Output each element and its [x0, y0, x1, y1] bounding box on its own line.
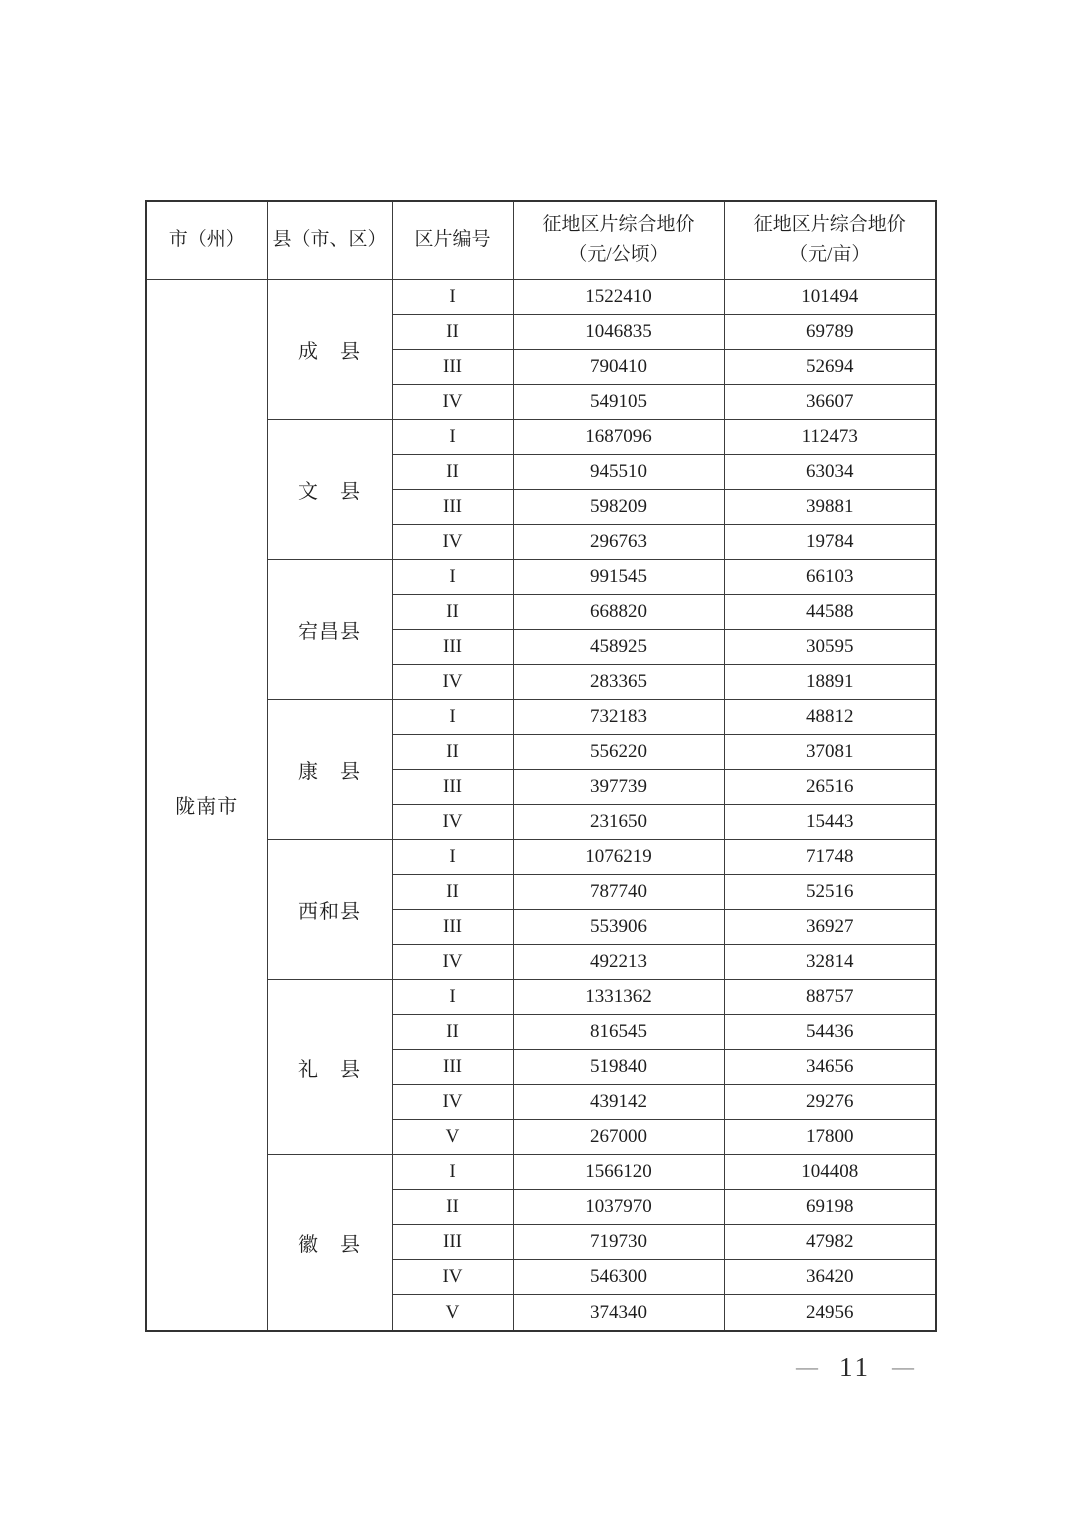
header-price-per-hectare-label: 征地区片综合地价 — [542, 213, 695, 235]
zone-cell: IV — [392, 384, 513, 419]
price-per-hectare-cell: 1331362 — [513, 980, 724, 1015]
zone-cell: I — [392, 980, 513, 1015]
price-per-mu-cell: 18891 — [724, 664, 936, 699]
price-per-mu-cell: 66103 — [724, 559, 936, 594]
price-per-mu-cell: 37081 — [724, 734, 936, 769]
price-per-mu-cell: 71748 — [724, 840, 936, 875]
zone-cell: V — [392, 1120, 513, 1155]
header-city — [146, 201, 267, 279]
zone-cell: III — [392, 910, 513, 945]
price-per-hectare-cell: 1076219 — [513, 840, 724, 875]
footer-dash-left: — — [796, 1354, 818, 1379]
header-price-per-mu-unit: （元/亩） — [789, 244, 871, 266]
zone-cell: I — [392, 279, 513, 314]
price-per-hectare-cell: 549105 — [513, 384, 724, 419]
price-per-hectare-cell: 1037970 — [513, 1190, 724, 1225]
price-per-hectare-cell: 1522410 — [513, 279, 724, 314]
zone-cell: V — [392, 1295, 513, 1331]
county-cell: 西和县 — [267, 840, 392, 980]
price-per-mu-cell: 32814 — [724, 945, 936, 980]
zone-cell: II — [392, 594, 513, 629]
price-per-mu-cell: 69198 — [724, 1190, 936, 1225]
zone-cell: III — [392, 489, 513, 524]
price-per-hectare-cell: 283365 — [513, 664, 724, 699]
price-per-mu-cell: 26516 — [724, 769, 936, 804]
header-price-per-mu-label: 征地区片综合地价 — [753, 213, 906, 235]
header-price-per-hectare-unit: （元/公顷） — [568, 244, 669, 266]
price-per-mu-cell: 36927 — [724, 910, 936, 945]
header-county — [267, 201, 392, 279]
price-per-hectare-cell: 719730 — [513, 1225, 724, 1260]
zone-cell: IV — [392, 524, 513, 559]
county-cell: 礼 县 — [267, 980, 392, 1155]
price-per-hectare-cell: 1566120 — [513, 1155, 724, 1190]
price-per-mu-cell: 112473 — [724, 419, 936, 454]
price-per-mu-cell: 30595 — [724, 629, 936, 664]
county-cell: 徽 县 — [267, 1155, 392, 1331]
county-cell: 成 县 — [267, 279, 392, 419]
zone-cell: II — [392, 314, 513, 349]
price-per-hectare-cell: 296763 — [513, 524, 724, 559]
table-body — [146, 279, 936, 1331]
zone-cell: I — [392, 840, 513, 875]
zone-cell: II — [392, 734, 513, 769]
price-per-hectare-cell: 945510 — [513, 454, 724, 489]
zone-cell: I — [392, 1155, 513, 1190]
price-per-hectare-cell: 668820 — [513, 594, 724, 629]
zone-cell: III — [392, 769, 513, 804]
price-per-hectare-cell: 790410 — [513, 349, 724, 384]
zone-cell: IV — [392, 945, 513, 980]
price-per-hectare-cell: 458925 — [513, 629, 724, 664]
price-per-mu-cell: 48812 — [724, 699, 936, 734]
header-county-label: 县（市、区） — [272, 229, 387, 251]
zone-cell: II — [392, 454, 513, 489]
price-per-mu-cell: 39881 — [724, 489, 936, 524]
county-cell: 文 县 — [267, 419, 392, 559]
price-per-mu-cell: 36420 — [724, 1260, 936, 1295]
zone-cell: IV — [392, 1260, 513, 1295]
price-per-hectare-cell: 546300 — [513, 1260, 724, 1295]
price-per-mu-cell: 101494 — [724, 279, 936, 314]
price-per-mu-cell: 63034 — [724, 454, 936, 489]
header-price-per-hectare — [513, 201, 724, 279]
header-city-label: 市（州） — [168, 229, 245, 251]
zone-cell: IV — [392, 804, 513, 839]
zone-cell: III — [392, 1050, 513, 1085]
city-cell: 陇南市 — [146, 279, 267, 1331]
price-per-mu-cell: 36607 — [724, 384, 936, 419]
page-number: 11 — [839, 1351, 871, 1382]
price-per-mu-cell: 19784 — [724, 524, 936, 559]
zone-cell: II — [392, 1015, 513, 1050]
price-per-hectare-cell: 374340 — [513, 1295, 724, 1331]
zone-cell: I — [392, 699, 513, 734]
price-per-mu-cell: 24956 — [724, 1295, 936, 1331]
price-per-hectare-cell: 231650 — [513, 804, 724, 839]
header-price-per-mu — [724, 201, 936, 279]
price-per-hectare-cell: 492213 — [513, 945, 724, 980]
price-per-hectare-cell: 598209 — [513, 489, 724, 524]
price-per-mu-cell: 29276 — [724, 1085, 936, 1120]
price-per-hectare-cell: 1046835 — [513, 314, 724, 349]
price-per-mu-cell: 34656 — [724, 1050, 936, 1085]
county-cell: 康 县 — [267, 699, 392, 839]
page-footer — [796, 1350, 914, 1384]
zone-cell: IV — [392, 1085, 513, 1120]
zone-cell: III — [392, 629, 513, 664]
county-cell: 宕昌县 — [267, 559, 392, 699]
zone-cell: II — [392, 875, 513, 910]
price-per-mu-cell: 17800 — [724, 1120, 936, 1155]
land-price-table — [145, 200, 937, 1332]
price-per-mu-cell: 54436 — [724, 1015, 936, 1050]
price-per-mu-cell: 15443 — [724, 804, 936, 839]
zone-cell: III — [392, 1225, 513, 1260]
table-header-row — [146, 201, 936, 279]
zone-cell: III — [392, 349, 513, 384]
price-per-mu-cell: 88757 — [724, 980, 936, 1015]
price-per-hectare-cell: 556220 — [513, 734, 724, 769]
zone-cell: II — [392, 1190, 513, 1225]
price-per-hectare-cell: 267000 — [513, 1120, 724, 1155]
price-per-mu-cell: 104408 — [724, 1155, 936, 1190]
price-per-hectare-cell: 397739 — [513, 769, 724, 804]
price-per-hectare-cell: 816545 — [513, 1015, 724, 1050]
price-per-hectare-cell: 439142 — [513, 1085, 724, 1120]
zone-cell: I — [392, 419, 513, 454]
price-per-hectare-cell: 991545 — [513, 559, 724, 594]
price-per-hectare-cell: 553906 — [513, 910, 724, 945]
price-per-mu-cell: 69789 — [724, 314, 936, 349]
price-per-hectare-cell: 519840 — [513, 1050, 724, 1085]
price-per-mu-cell: 52516 — [724, 875, 936, 910]
header-zone-number — [392, 201, 513, 279]
table-row — [146, 279, 936, 314]
zone-cell: I — [392, 559, 513, 594]
zone-cell: IV — [392, 664, 513, 699]
header-zone-number-label: 区片编号 — [414, 229, 491, 251]
price-per-hectare-cell: 1687096 — [513, 419, 724, 454]
price-per-mu-cell: 47982 — [724, 1225, 936, 1260]
footer-dash-right: — — [892, 1354, 914, 1379]
price-per-mu-cell: 44588 — [724, 594, 936, 629]
price-per-mu-cell: 52694 — [724, 349, 936, 384]
price-per-hectare-cell: 732183 — [513, 699, 724, 734]
price-per-hectare-cell: 787740 — [513, 875, 724, 910]
